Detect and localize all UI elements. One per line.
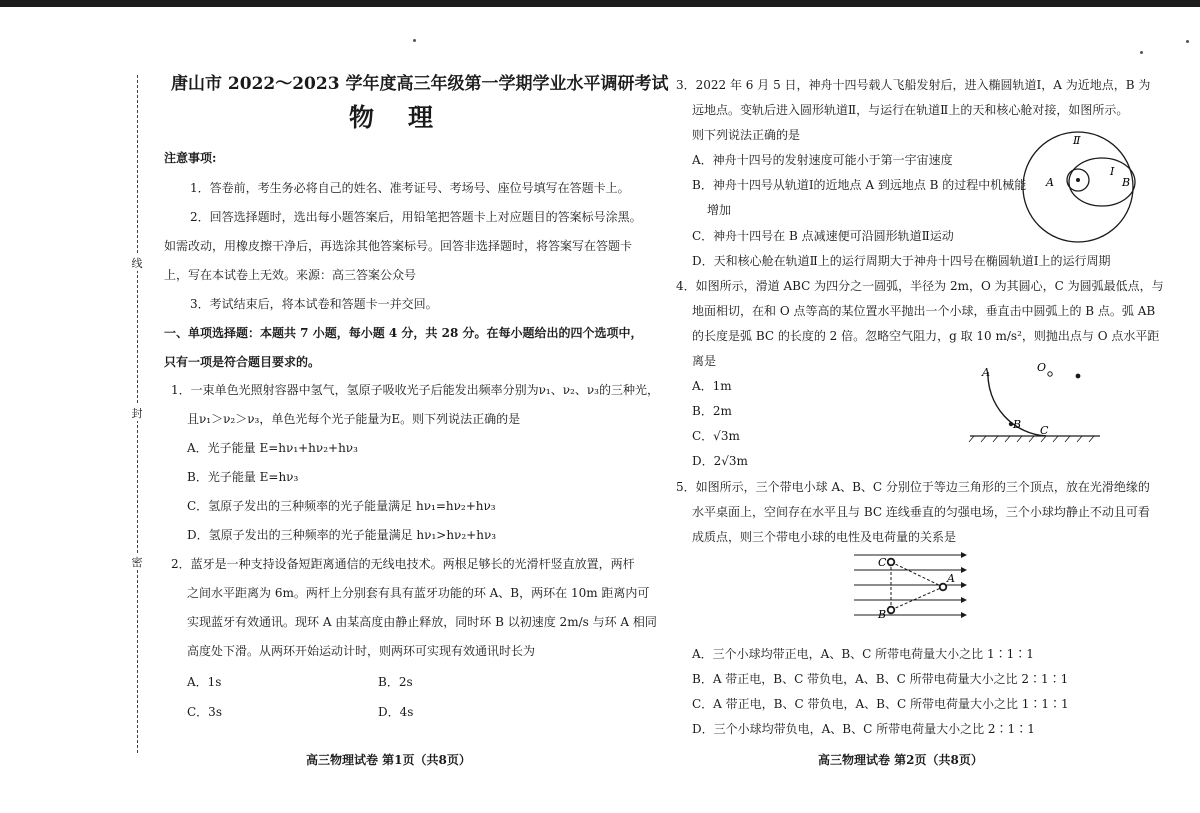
q1-option-d: D．氢原子发出的三种频率的光子能量满足 hν₁>hν₂+hν₃ [187,528,497,542]
notice-item-2-line-3: 上，写在本试卷上无效。来源：高三答案公众号 [164,268,417,282]
exam-title: 唐山市 2022～2023 学年度高三年级第一学期学业水平调研考试 [171,74,669,94]
q2-option-a: A．1s [187,675,222,689]
q4-stem-line-3: 的长度是弧 BC 的长度的 2 倍。忽略空气阻力，g 取 10 m/s²，则抛出点与 O 点水平距 [692,329,1160,343]
q1-option-a: A．光子能量 E=hν₁+hν₂+hν₃ [187,441,358,455]
section-heading-line-2: 只有一项是符合题目要求的。 [164,355,321,369]
footer-page-2: 高三物理试卷 第2页（共8页） [818,753,983,767]
margin-mark-seal: 封 [126,405,148,421]
q2-option-b: B．2s [378,675,413,689]
q1-option-c: C．氢原子发出的三种频率的光子能量满足 hν₁=hν₂+hν₃ [187,499,496,513]
subject-heading: 物理 [349,103,468,132]
q3-option-a: A．神舟十四号的发射速度可能小于第一宇宙速度 [692,153,953,167]
fig-b-label: B [1013,418,1022,431]
q4-stem-line-2: 地面相切，在和 O 点等高的某位置水平抛出一个小球，垂直击中圆弧上的 B 点。弧 AB [692,304,1156,318]
q5-option-a: A．三个小球均带正电，A、B、C 所带电荷量大小之比 1∶1∶1 [692,647,1034,661]
margin-mark-line: 线 [126,255,148,271]
q5-stem-line-1: 5．如图所示，三个带电小球 A、B、C 分别位于等边三角形的三个顶点，放在光滑绝缘的 [676,480,1150,494]
q3-orbit-figure [1018,125,1140,247]
q2-option-c: C．3s [187,705,222,719]
q3-stem-line-1: 3．2022 年 6 月 5 日，神舟十四号载人飞船发射后，进入椭圆轨道Ⅰ，A 为近地点，B 为 [676,78,1151,92]
fig-b-label: B [878,608,887,621]
fig-c-label: C [878,556,887,569]
fig-a-label: A [982,366,990,379]
orbit-1-label: Ⅰ [1110,165,1115,178]
q5-option-d: D．三个小球均带负电，A、B、C 所带电荷量大小之比 2∶1∶1 [692,722,1035,736]
point-b-label: B [1122,176,1131,189]
scan-speck [413,39,416,42]
q3-option-b-line-1: B．神舟十四号从轨道Ⅰ的近地点 A 到远地点 B 的过程中机械能 [692,178,1027,192]
ball-c [888,559,895,566]
notice-item-2-line-1: 2．回答选择题时，选出每小题答案后，用铅笔把答题卡上对应题目的答案标号涂黑。 [190,210,642,224]
q3-stem-line-2: 远地点。变轨后进入圆形轨道Ⅱ，与运行在轨道Ⅱ上的天和核心舱对接，如图所示。 [692,103,1129,117]
q4-stem-line-4: 离是 [692,354,717,368]
q5-stem-line-2: 水平桌面上，空间存在水平且与 BC 连线垂直的匀强电场，三个小球均静止不动且可看 [692,505,1150,519]
q1-stem-line-2: 且ν₁＞ν₂＞ν₃，单色光每个光子能量为E。则下列说法正确的是 [187,412,521,426]
q2-stem-line-4: 高度处下滑。从两环开始运动计时，则两环可实现有效通讯时长为 [187,644,536,658]
fig-a-label: A [947,572,955,585]
q2-option-d: D．4s [378,705,414,719]
q4-slide-figure [968,360,1103,445]
q5-stem-line-3: 成质点，则三个带电小球的电性及电荷量的关系是 [692,530,957,544]
ball-b [888,607,895,614]
notice-item-1: 1．答卷前，考生务必将自己的姓名、准考证号、考场号、座位号填写在答题卡上。 [190,181,630,195]
fig-o-label: O [1037,361,1047,374]
fig-c-label: C [1040,424,1049,437]
q2-stem-line-1: 2．蓝牙是一种支持设备短距离通信的无线电技术。两根足够长的光滑杆竖直放置，两杆 [171,557,635,571]
q3-option-b-line-2: 增加 [707,203,732,217]
q4-stem-line-1: 4．如图所示，滑道 ABC 为四分之一圆弧，半径为 2m，O 为其圆心，C 为圆弧最低点，与 [676,279,1164,293]
ball-dot [1076,374,1081,379]
q2-stem-line-2: 之间水平距离为 6m。两杆上分别套有具有蓝牙功能的环 A、B，两环在 10m 距离内可 [187,586,650,600]
earth-center-dot [1076,178,1080,182]
q2-stem-line-3: 实现蓝牙有效通讯。现环 A 由某高度由静止释放，同时环 B 以初速度 2m/s 与环 A 相同 [187,615,657,629]
point-a-label: A [1046,176,1054,189]
q4-option-d: D．2√3m [692,454,748,468]
q1-stem-line-1: 1．一束单色光照射容器中氢气，氢原子吸收光子后能发出频率分别为ν₁、ν₂、ν₃的三种光， [171,383,659,397]
triangle-side-ca [891,562,943,587]
scan-speck [1140,51,1143,54]
notice-item-2-line-2: 如需改动，用橡皮擦干净后，再选涂其他答案标号。回答非选择题时，将答案写在答题卡 [164,239,633,253]
q4-option-a: A．1m [692,379,732,393]
q5-field-figure [852,548,972,628]
triangle-side-ba [891,587,943,610]
ball-a [940,584,947,591]
q3-stem-line-3: 则下列说法正确的是 [692,128,801,142]
notice-item-3: 3．考试结束后，将本试卷和答题卡一并交回。 [190,297,438,311]
margin-mark-secret: 密 [126,554,148,570]
scan-speck [1186,40,1189,43]
q1-option-b: B．光子能量 E=hν₃ [187,470,299,484]
q5-option-c: C．A 带正电，B、C 带负电，A、B、C 所带电荷量大小之比 1∶1∶1 [692,697,1069,711]
orbit-2-label: Ⅱ [1073,134,1081,147]
q3-option-c: C．神舟十四号在 B 点减速便可沿圆形轨道Ⅱ运动 [692,229,954,243]
q4-option-b: B．2m [692,404,732,418]
q4-option-c: C．√3m [692,429,740,443]
q5-option-b: B．A 带正电，B、C 带负电，A、B、C 所带电荷量大小之比 2∶1∶1 [692,672,1069,686]
q3-option-d: D．天和核心舱在轨道Ⅱ上的运行周期大于神舟十四号在椭圆轨道Ⅰ上的运行周期 [692,254,1111,268]
scan-top-edge [0,0,1200,7]
notice-heading: 注意事项: [164,151,217,165]
orbit-2-circle [1023,132,1133,242]
section-heading-line-1: 一、单项选择题：本题共 7 小题，每小题 4 分，共 28 分。在每小题给出的四个选项中， [164,326,643,340]
center-o-dot [1048,372,1052,376]
footer-page-1: 高三物理试卷 第1页（共8页） [306,753,471,767]
